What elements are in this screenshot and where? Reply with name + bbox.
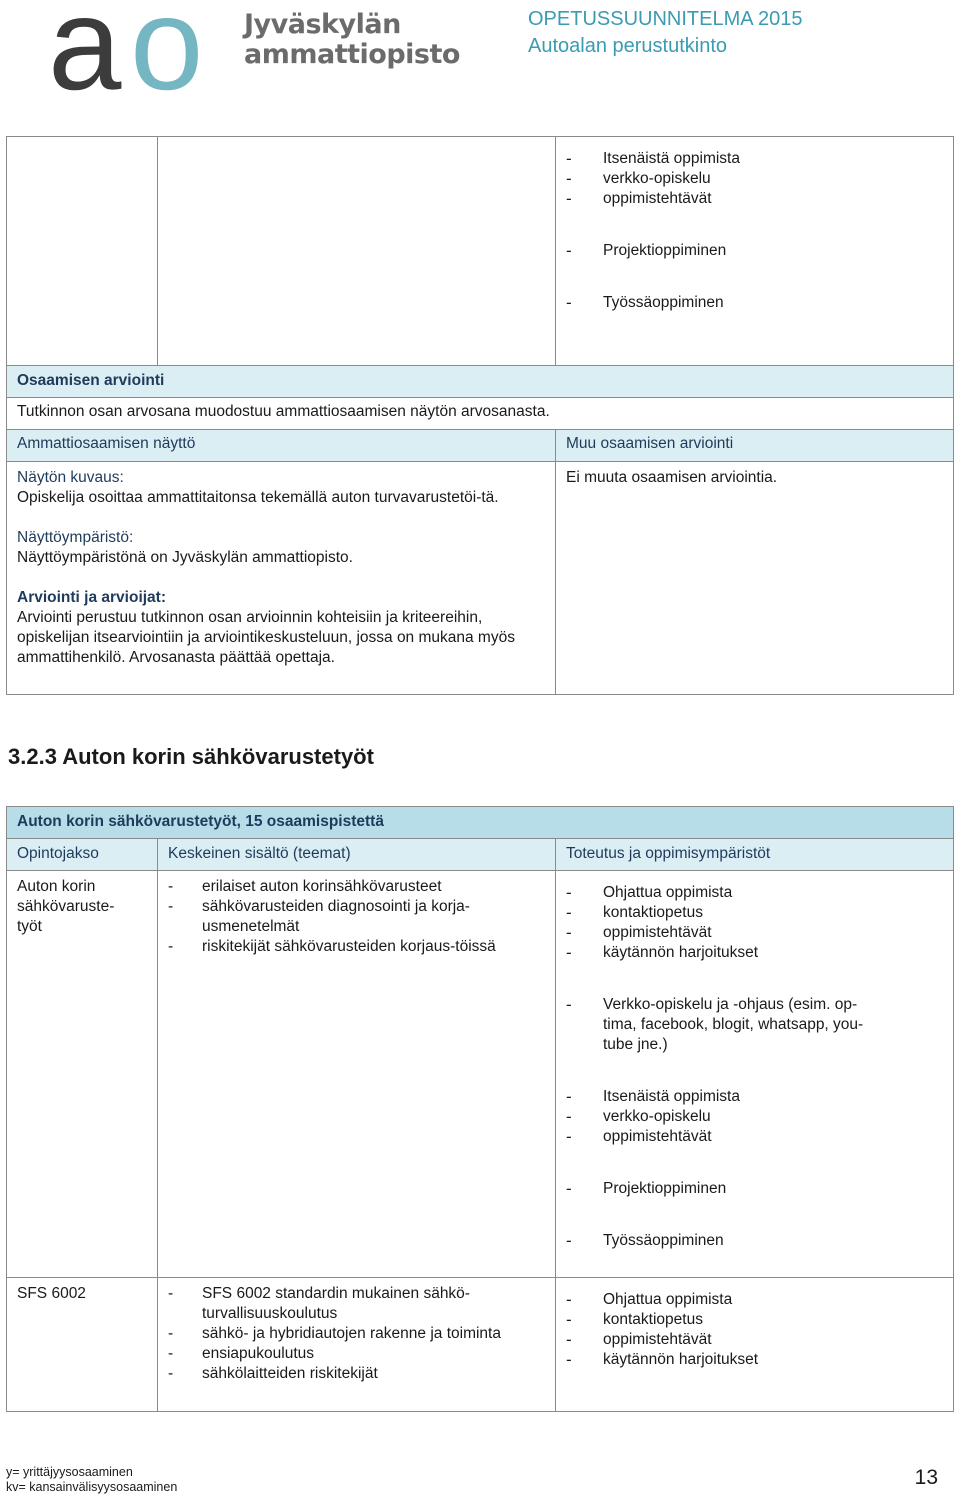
empty-cell	[7, 137, 158, 366]
document-title	[528, 6, 803, 60]
list-item: - Työssäoppiminen	[566, 293, 943, 313]
list-item: - oppimistehtävät	[566, 189, 943, 209]
logo-letter-o: o	[130, 0, 204, 117]
row1-toteutus-cell	[556, 871, 954, 1278]
list-item: - oppimistehtävät	[566, 923, 943, 943]
list-item: - riskitekijät sähkövarusteiden korjaus-töissä	[168, 937, 508, 957]
list-item: - käytännön harjoitukset	[566, 1350, 943, 1370]
logo-name-line2: ammattiopisto	[244, 39, 460, 70]
row1-content-cell	[158, 871, 556, 1278]
arviointi-text: Arviointi perustuu tutkinnon osan arvioinnin kohteisiin ja kriteereihin, opiskelijan itsearviointiin ja arviointikeskusteluun, jossa on mukana myös ammattihenkilö. Arvosanasta päättää opettaja.	[17, 609, 515, 666]
grade-text: Tutkinnon osan arvosana muodostuu ammattiosaamisen näytön arvosanasta.	[7, 398, 954, 430]
list-item: - Projektioppiminen	[566, 1179, 943, 1199]
nayton-kuvaus-text: Opiskelija osoittaa ammattitaitonsa tekemällä auton turvavarustetöi-tä.	[17, 489, 499, 506]
row2-name-cell	[7, 1278, 158, 1412]
ei-muuta-text: Ei muuta osaamisen arviointia.	[566, 469, 778, 486]
document-title-line1: OPETUSSUUNNITELMA 2015	[528, 8, 803, 30]
list-item: - Projektioppiminen	[566, 241, 943, 261]
nayton-kuvaus-label: Näytön kuvaus:	[17, 469, 124, 486]
institution-logo	[48, 0, 460, 117]
list-item: - Itsenäistä oppimista	[566, 149, 943, 169]
list-item: - Verkko-opiskelu ja -ohjaus (esim. op-tima, facebook, blogit, whatsapp, you-tube jne.)	[566, 995, 866, 1055]
logo-letter-a: a	[48, 0, 122, 117]
module-table	[6, 806, 954, 1412]
list-item: - erilaiset auton korinsähkövarusteet	[168, 877, 508, 897]
logo-name-line1: Jyväskylän	[244, 9, 401, 40]
list-item: - kontaktiopetus	[566, 1310, 943, 1330]
document-title-line2: Autoalan perustutkinto	[528, 35, 728, 57]
list-item: - Ohjattua oppimista	[566, 1290, 943, 1310]
col-header-toteutus: Toteutus ja oppimisympäristöt	[556, 839, 954, 871]
list-item: - Työssäoppiminen	[566, 1231, 943, 1251]
list-item: - kontaktiopetus	[566, 903, 943, 923]
row2-toteutus-cell	[556, 1278, 954, 1412]
list-item: - sähkö- ja hybridiautojen rakenne ja toiminta	[168, 1324, 508, 1344]
arviointi-label: Arviointi ja arvioijat:	[17, 589, 167, 606]
list-item: - verkko-opiskelu	[566, 1107, 943, 1127]
page-number: 13	[914, 1466, 938, 1489]
section-title: 3.2.3 Auton korin sähkövarustetyöt	[8, 744, 374, 769]
col-header-opintojakso: Opintojakso	[7, 839, 158, 871]
naytto-header: Ammattiosaamisen näyttö	[7, 430, 556, 462]
list-item: - sähkövarusteiden diagnosointi ja korja-usmenetelmät	[168, 897, 508, 937]
logo-name	[244, 10, 460, 70]
naytto-description-cell	[7, 462, 556, 695]
empty-cell	[158, 137, 556, 366]
list-item: - oppimistehtävät	[566, 1127, 943, 1147]
row1-name-cell	[7, 871, 158, 1278]
nayttoymparisto-text: Näyttöympäristönä on Jyväskylän ammattiopisto.	[17, 549, 353, 566]
nayttoymparisto-label: Näyttöympäristö:	[17, 529, 134, 546]
list-item: - oppimistehtävät	[566, 1330, 943, 1350]
row2-content-cell	[158, 1278, 556, 1412]
row2-name: SFS 6002	[17, 1285, 86, 1302]
list-item: - Ohjattua oppimista	[566, 883, 943, 903]
module-title: Auton korin sähkövarustetyöt, 15 osaamispistettä	[7, 807, 954, 839]
muu-arviointi-header: Muu osaamisen arviointi	[556, 430, 954, 462]
ei-muuta-cell	[556, 462, 954, 695]
list-item: - käytännön harjoitukset	[566, 943, 943, 963]
list-item: - sähkölaitteiden riskitekijät	[168, 1364, 508, 1384]
col-header-sisalto: Keskeinen sisältö (teemat)	[158, 839, 556, 871]
assessment-table	[6, 136, 954, 695]
footer-legend-line2: kv= kansainvälisyysosaaminen	[6, 1480, 178, 1494]
list-item: - verkko-opiskelu	[566, 169, 943, 189]
footer-legend	[6, 1465, 177, 1495]
list-item: - ensiapukoulutus	[168, 1344, 508, 1364]
list-item: - Itsenäistä oppimista	[566, 1087, 943, 1107]
implementation-cell	[556, 137, 954, 366]
osaamisen-arviointi-header: Osaamisen arviointi	[7, 366, 954, 398]
row1-name: Auton korin sähkövaruste-työt	[17, 878, 115, 935]
list-item: - SFS 6002 standardin mukainen sähkö-turvallisuuskoulutus	[168, 1284, 508, 1324]
footer-legend-line1: y= yrittäjyysosaaminen	[6, 1465, 133, 1479]
